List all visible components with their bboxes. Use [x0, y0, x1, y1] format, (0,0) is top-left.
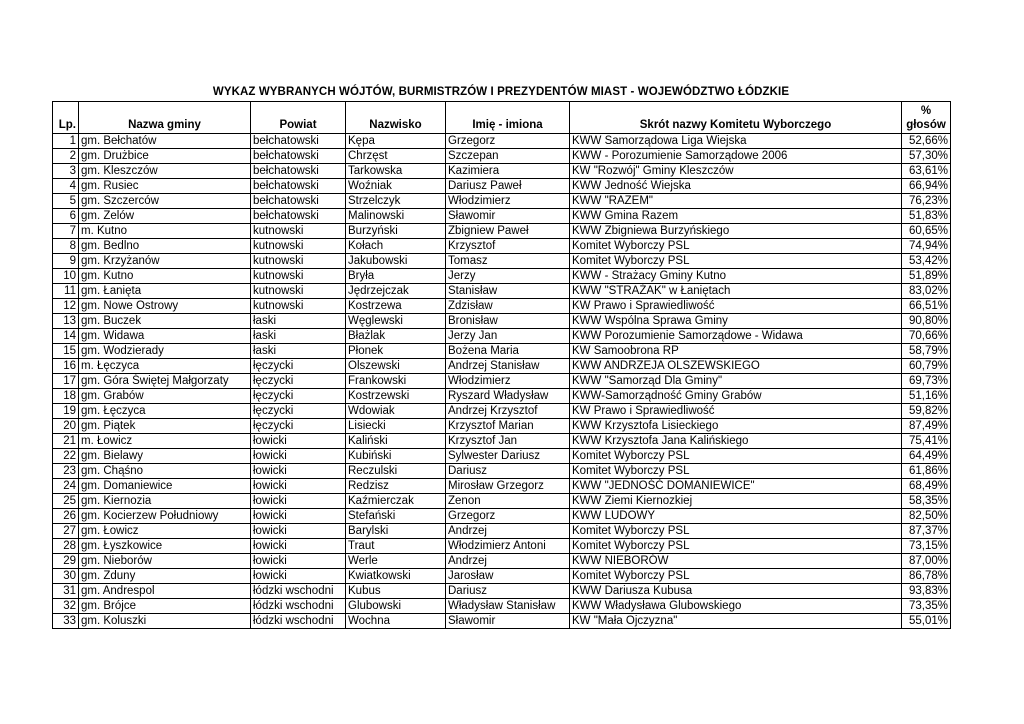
cell-county: łowicki [251, 569, 346, 584]
cell-first-names: Włodzimierz [446, 194, 570, 209]
cell-vote-percent: 73,35% [902, 599, 951, 614]
cell-municipality: gm. Kiernozia [79, 494, 251, 509]
table-row [53, 524, 951, 539]
cell-county: łowicki [251, 524, 346, 539]
cell-vote-percent: 61,86% [902, 464, 951, 479]
header-surname: Nazwisko [346, 102, 446, 134]
results-table [52, 101, 951, 629]
cell-municipality: gm. Nieborów [79, 554, 251, 569]
cell-surname: Lisiecki [346, 419, 446, 434]
cell-first-names: Krzysztof [446, 239, 570, 254]
table-row [53, 254, 951, 269]
cell-vote-percent: 58,35% [902, 494, 951, 509]
document-title: WYKAZ WYBRANYCH WÓJTÓW, BURMISTRZÓW I PREZYDENTÓW MIAST - WOJEWÓDZTWO ŁÓDZKIE [212, 86, 790, 98]
cell-vote-percent: 51,16% [902, 389, 951, 404]
cell-county: łęczycki [251, 419, 346, 434]
cell-surname: Chrzęst [346, 149, 446, 164]
cell-county: łowicki [251, 479, 346, 494]
cell-first-names: Włodzimierz [446, 374, 570, 389]
cell-lp: 17 [53, 374, 79, 389]
cell-lp: 4 [53, 179, 79, 194]
cell-first-names: Grzegorz [446, 134, 570, 149]
cell-lp: 27 [53, 524, 79, 539]
cell-county: łódzki wschodni [251, 614, 346, 629]
cell-first-names: Sławomir [446, 209, 570, 224]
cell-municipality: gm. Grabów [79, 389, 251, 404]
cell-committee: KWW LUDOWY [570, 509, 902, 524]
cell-committee: KWW - Strażacy Gminy Kutno [570, 269, 902, 284]
cell-lp: 2 [53, 149, 79, 164]
table-row [53, 449, 951, 464]
cell-lp: 16 [53, 359, 79, 374]
cell-county: łaski [251, 329, 346, 344]
header-lp: Lp. [53, 102, 79, 134]
header-percent-sign: % [920, 105, 932, 117]
cell-county: bełchatowski [251, 194, 346, 209]
cell-committee: KW Prawo i Sprawiedliwość [570, 299, 902, 314]
cell-vote-percent: 87,49% [902, 419, 951, 434]
header-row [53, 102, 951, 134]
cell-surname: Barylski [346, 524, 446, 539]
cell-first-names: Krzysztof Marian [446, 419, 570, 434]
cell-vote-percent: 59,82% [902, 404, 951, 419]
cell-county: łódzki wschodni [251, 599, 346, 614]
cell-committee: KW Samoobrona RP [570, 344, 902, 359]
cell-committee: Komitet Wyborczy PSL [570, 569, 902, 584]
cell-vote-percent: 75,41% [902, 434, 951, 449]
cell-county: łowicki [251, 509, 346, 524]
cell-vote-percent: 57,30% [902, 149, 951, 164]
cell-county: bełchatowski [251, 134, 346, 149]
table-row [53, 299, 951, 314]
table-row [53, 329, 951, 344]
cell-vote-percent: 66,51% [902, 299, 951, 314]
cell-surname: Reczulski [346, 464, 446, 479]
cell-surname: Kołach [346, 239, 446, 254]
cell-surname: Olszewski [346, 359, 446, 374]
cell-municipality: gm. Zelów [79, 209, 251, 224]
cell-first-names: Zenon [446, 494, 570, 509]
cell-county: kutnowski [251, 269, 346, 284]
cell-county: kutnowski [251, 254, 346, 269]
cell-surname: Strzelczyk [346, 194, 446, 209]
cell-municipality: gm. Chąśno [79, 464, 251, 479]
cell-municipality: gm. Drużbice [79, 149, 251, 164]
cell-county: łowicki [251, 434, 346, 449]
table-row [53, 314, 951, 329]
cell-surname: Błażlak [346, 329, 446, 344]
cell-lp: 29 [53, 554, 79, 569]
cell-vote-percent: 83,02% [902, 284, 951, 299]
cell-first-names: Jerzy [446, 269, 570, 284]
cell-vote-percent: 69,73% [902, 374, 951, 389]
cell-surname: Frankowski [346, 374, 446, 389]
cell-municipality: gm. Łowicz [79, 524, 251, 539]
cell-first-names: Zbigniew Paweł [446, 224, 570, 239]
cell-municipality: gm. Koluszki [79, 614, 251, 629]
cell-county: łowicki [251, 494, 346, 509]
table-row [53, 584, 951, 599]
cell-vote-percent: 55,01% [902, 614, 951, 629]
cell-committee: Komitet Wyborczy PSL [570, 539, 902, 554]
cell-county: kutnowski [251, 239, 346, 254]
cell-municipality: gm. Bełchatów [79, 134, 251, 149]
cell-vote-percent: 52,66% [902, 134, 951, 149]
table-row [53, 194, 951, 209]
cell-committee: KWW Gmina Razem [570, 209, 902, 224]
cell-municipality: gm. Andrespol [79, 584, 251, 599]
cell-first-names: Andrzej [446, 554, 570, 569]
cell-municipality: gm. Brójce [79, 599, 251, 614]
cell-committee: KWW Krzysztofa Jana Kalińskiego [570, 434, 902, 449]
cell-county: łowicki [251, 539, 346, 554]
cell-committee: KWW Wspólna Sprawa Gminy [570, 314, 902, 329]
cell-committee: KWW Władysława Glubowskiego [570, 599, 902, 614]
cell-committee: KWW "Samorząd Dla Gminy" [570, 374, 902, 389]
cell-county: łowicki [251, 464, 346, 479]
cell-committee: KWW "STRAŻAK" w Łaniętach [570, 284, 902, 299]
table-row [53, 539, 951, 554]
cell-first-names: Szczepan [446, 149, 570, 164]
cell-surname: Kostrzewa [346, 299, 446, 314]
cell-lp: 12 [53, 299, 79, 314]
cell-first-names: Dariusz [446, 584, 570, 599]
cell-committee: KWW NIEBORÓW [570, 554, 902, 569]
cell-committee: KWW ANDRZEJA OLSZEWSKIEGO [570, 359, 902, 374]
cell-vote-percent: 60,65% [902, 224, 951, 239]
cell-first-names: Ryszard Władysław [446, 389, 570, 404]
cell-municipality: gm. Rusiec [79, 179, 251, 194]
cell-committee: Komitet Wyborczy PSL [570, 254, 902, 269]
cell-first-names: Władysław Stanisław [446, 599, 570, 614]
table-row [53, 419, 951, 434]
cell-lp: 19 [53, 404, 79, 419]
table-row [53, 179, 951, 194]
cell-lp: 23 [53, 464, 79, 479]
cell-lp: 14 [53, 329, 79, 344]
cell-first-names: Dariusz Paweł [446, 179, 570, 194]
cell-surname: Kubiński [346, 449, 446, 464]
cell-vote-percent: 82,50% [902, 509, 951, 524]
cell-lp: 31 [53, 584, 79, 599]
cell-committee: Komitet Wyborczy PSL [570, 524, 902, 539]
header-votes-label: głosów [906, 119, 946, 131]
table-row [53, 404, 951, 419]
cell-vote-percent: 74,94% [902, 239, 951, 254]
table-row [53, 569, 951, 584]
cell-first-names: Bronisław [446, 314, 570, 329]
cell-municipality: gm. Widawa [79, 329, 251, 344]
cell-county: łęczycki [251, 359, 346, 374]
cell-vote-percent: 51,89% [902, 269, 951, 284]
cell-committee: KW "Rozwój" Gminy Kleszczów [570, 164, 902, 179]
cell-municipality: gm. Szczerców [79, 194, 251, 209]
cell-lp: 13 [53, 314, 79, 329]
cell-vote-percent: 64,49% [902, 449, 951, 464]
cell-committee: KW "Mała Ojczyzna" [570, 614, 902, 629]
cell-municipality: gm. Łęczyca [79, 404, 251, 419]
table-row [53, 374, 951, 389]
cell-lp: 32 [53, 599, 79, 614]
cell-municipality: gm. Domaniewice [79, 479, 251, 494]
cell-municipality: gm. Bedlno [79, 239, 251, 254]
cell-first-names: Grzegorz [446, 509, 570, 524]
table-row [53, 434, 951, 449]
cell-first-names: Włodzimierz Antoni [446, 539, 570, 554]
cell-lp: 10 [53, 269, 79, 284]
cell-surname: Tarkowska [346, 164, 446, 179]
cell-first-names: Tomasz [446, 254, 570, 269]
cell-lp: 25 [53, 494, 79, 509]
cell-first-names: Krzysztof Jan [446, 434, 570, 449]
cell-county: łowicki [251, 449, 346, 464]
cell-committee: Komitet Wyborczy PSL [570, 239, 902, 254]
table-row [53, 344, 951, 359]
cell-county: łódzki wschodni [251, 584, 346, 599]
table-row [53, 479, 951, 494]
cell-surname: Werle [346, 554, 446, 569]
cell-vote-percent: 90,80% [902, 314, 951, 329]
cell-lp: 1 [53, 134, 79, 149]
cell-first-names: Bożena Maria [446, 344, 570, 359]
cell-municipality: gm. Kocierzew Południowy [79, 509, 251, 524]
cell-vote-percent: 68,49% [902, 479, 951, 494]
cell-committee: KW Prawo i Sprawiedliwość [570, 404, 902, 419]
cell-municipality: gm. Kleszczów [79, 164, 251, 179]
cell-vote-percent: 66,94% [902, 179, 951, 194]
cell-committee: KWW Samorządowa Liga Wiejska [570, 134, 902, 149]
cell-lp: 26 [53, 509, 79, 524]
cell-committee: KWW-Samorządność Gminy Grabów [570, 389, 902, 404]
cell-surname: Kostrzewski [346, 389, 446, 404]
cell-county: bełchatowski [251, 149, 346, 164]
cell-first-names: Zdzisław [446, 299, 570, 314]
cell-surname: Stefański [346, 509, 446, 524]
cell-lp: 6 [53, 209, 79, 224]
cell-surname: Malinowski [346, 209, 446, 224]
cell-municipality: gm. Kutno [79, 269, 251, 284]
header-county: Powiat [251, 102, 346, 134]
cell-county: łęczycki [251, 404, 346, 419]
table-row [53, 389, 951, 404]
cell-surname: Kubus [346, 584, 446, 599]
cell-surname: Traut [346, 539, 446, 554]
cell-vote-percent: 93,83% [902, 584, 951, 599]
table-row [53, 134, 951, 149]
cell-vote-percent: 87,37% [902, 524, 951, 539]
cell-lp: 9 [53, 254, 79, 269]
cell-surname: Kaźmierczak [346, 494, 446, 509]
cell-lp: 5 [53, 194, 79, 209]
cell-surname: Wdowiak [346, 404, 446, 419]
table-row [53, 269, 951, 284]
cell-first-names: Andrzej Stanisław [446, 359, 570, 374]
cell-surname: Płonek [346, 344, 446, 359]
cell-vote-percent: 63,61% [902, 164, 951, 179]
cell-committee: KWW Zbigniewa Burzyńskiego [570, 224, 902, 239]
cell-committee: KWW "JEDNOŚĆ DOMANIEWICE" [570, 479, 902, 494]
header-first-names: Imię - imiona [446, 102, 570, 134]
cell-committee: KWW Jedność Wiejska [570, 179, 902, 194]
cell-lp: 11 [53, 284, 79, 299]
cell-first-names: Sylwester Dariusz [446, 449, 570, 464]
table-row [53, 239, 951, 254]
cell-municipality: gm. Wodzierady [79, 344, 251, 359]
cell-committee: Komitet Wyborczy PSL [570, 464, 902, 479]
cell-committee: KWW - Porozumienie Samorządowe 2006 [570, 149, 902, 164]
cell-vote-percent: 53,42% [902, 254, 951, 269]
cell-lp: 20 [53, 419, 79, 434]
cell-surname: Bryła [346, 269, 446, 284]
cell-committee: Komitet Wyborczy PSL [570, 449, 902, 464]
cell-surname: Kwiatkowski [346, 569, 446, 584]
cell-county: łaski [251, 314, 346, 329]
cell-first-names: Stanisław [446, 284, 570, 299]
cell-vote-percent: 87,00% [902, 554, 951, 569]
cell-vote-percent: 86,78% [902, 569, 951, 584]
cell-lp: 28 [53, 539, 79, 554]
header-committee: Skrót nazwy Komitetu Wyborczego [570, 102, 902, 134]
cell-municipality: m. Kutno [79, 224, 251, 239]
table-row [53, 614, 951, 629]
cell-municipality: gm. Bielawy [79, 449, 251, 464]
cell-committee: KWW Dariusza Kubusa [570, 584, 902, 599]
cell-surname: Woźniak [346, 179, 446, 194]
cell-lp: 3 [53, 164, 79, 179]
header-municipality: Nazwa gminy [79, 102, 251, 134]
cell-municipality: gm. Zduny [79, 569, 251, 584]
cell-municipality: gm. Łanięta [79, 284, 251, 299]
cell-surname: Glubowski [346, 599, 446, 614]
cell-first-names: Andrzej [446, 524, 570, 539]
table-row [53, 554, 951, 569]
cell-surname: Wochna [346, 614, 446, 629]
cell-municipality: m. Łowicz [79, 434, 251, 449]
cell-surname: Kępa [346, 134, 446, 149]
table-row [53, 359, 951, 374]
table-row [53, 284, 951, 299]
cell-surname: Jakubowski [346, 254, 446, 269]
cell-county: bełchatowski [251, 209, 346, 224]
cell-lp: 30 [53, 569, 79, 584]
cell-first-names: Mirosław Grzegorz [446, 479, 570, 494]
cell-lp: 22 [53, 449, 79, 464]
cell-county: łowicki [251, 554, 346, 569]
cell-vote-percent: 76,23% [902, 194, 951, 209]
cell-first-names: Kazimiera [446, 164, 570, 179]
cell-lp: 24 [53, 479, 79, 494]
cell-lp: 33 [53, 614, 79, 629]
cell-lp: 18 [53, 389, 79, 404]
cell-municipality: gm. Góra Świętej Małgorzaty [79, 374, 251, 389]
table-row [53, 599, 951, 614]
cell-county: bełchatowski [251, 164, 346, 179]
cell-surname: Jędrzejczak [346, 284, 446, 299]
table-row [53, 149, 951, 164]
cell-municipality: m. Łęczyca [79, 359, 251, 374]
table-row [53, 224, 951, 239]
cell-municipality: gm. Łyszkowice [79, 539, 251, 554]
cell-first-names: Jarosław [446, 569, 570, 584]
cell-vote-percent: 70,66% [902, 329, 951, 344]
cell-lp: 15 [53, 344, 79, 359]
cell-county: kutnowski [251, 284, 346, 299]
table-row [53, 509, 951, 524]
cell-first-names: Jerzy Jan [446, 329, 570, 344]
cell-committee: KWW Porozumienie Samorządowe - Widawa [570, 329, 902, 344]
table-row [53, 209, 951, 224]
cell-county: łaski [251, 344, 346, 359]
cell-lp: 8 [53, 239, 79, 254]
cell-county: bełchatowski [251, 179, 346, 194]
cell-committee: KWW "RAZEM" [570, 194, 902, 209]
cell-lp: 7 [53, 224, 79, 239]
cell-first-names: Sławomir [446, 614, 570, 629]
table-row [53, 164, 951, 179]
cell-lp: 21 [53, 434, 79, 449]
cell-vote-percent: 60,79% [902, 359, 951, 374]
cell-county: łęczycki [251, 374, 346, 389]
table-row [53, 464, 951, 479]
cell-committee: KWW Ziemi Kiernozkiej [570, 494, 902, 509]
cell-committee: KWW Krzysztofa Lisieckiego [570, 419, 902, 434]
cell-county: kutnowski [251, 299, 346, 314]
table-row [53, 494, 951, 509]
cell-surname: Węglewski [346, 314, 446, 329]
cell-vote-percent: 58,79% [902, 344, 951, 359]
cell-municipality: gm. Buczek [79, 314, 251, 329]
cell-surname: Redzisz [346, 479, 446, 494]
cell-first-names: Dariusz [446, 464, 570, 479]
cell-vote-percent: 51,83% [902, 209, 951, 224]
header-vote-percent [902, 102, 951, 134]
cell-municipality: gm. Nowe Ostrowy [79, 299, 251, 314]
cell-first-names: Andrzej Krzysztof [446, 404, 570, 419]
cell-municipality: gm. Piątek [79, 419, 251, 434]
cell-county: łęczycki [251, 389, 346, 404]
cell-county: kutnowski [251, 224, 346, 239]
cell-surname: Burzyński [346, 224, 446, 239]
cell-vote-percent: 73,15% [902, 539, 951, 554]
cell-surname: Kaliński [346, 434, 446, 449]
cell-municipality: gm. Krzyżanów [79, 254, 251, 269]
